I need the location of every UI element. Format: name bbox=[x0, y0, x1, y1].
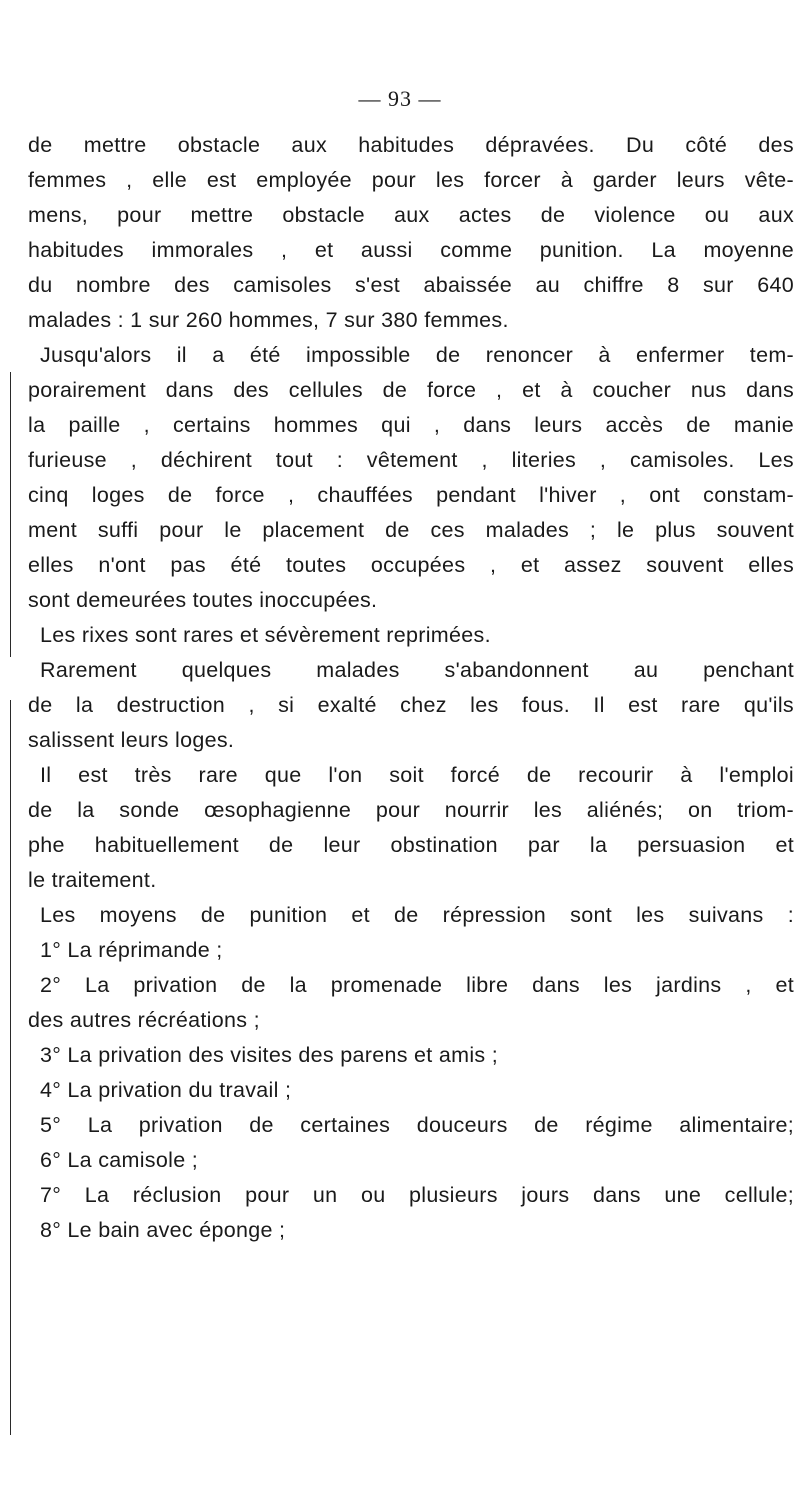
text-line: malades : 1 sur 260 hommes, 7 sur 380 femmes. bbox=[28, 308, 509, 332]
text-line: Jusqu'alors il a été impossible de renoncer à enfermer tem- bbox=[40, 343, 794, 367]
text-line: Rarement quelques malades s'abandonnent au penchant bbox=[40, 658, 794, 682]
text-line: mens, pour mettre obstacle aux actes de violence ou aux bbox=[28, 203, 794, 227]
text-line: ment suffi pour le placement de ces malades ; le plus souvent bbox=[28, 518, 794, 542]
text-line: de la sonde œsophagienne pour nourrir les aliénés; on triom- bbox=[28, 798, 794, 822]
text-line: du nombre des camisoles s'est abaissée au chiffre 8 sur 640 bbox=[28, 273, 794, 297]
text-line: furieuse , déchirent tout : vêtement , literies , camisoles. Les bbox=[28, 448, 794, 472]
text-line: femmes , elle est employée pour les forcer à garder leurs vête- bbox=[28, 168, 794, 192]
text-line: de mettre obstacle aux habitudes dépravées. Du côté des bbox=[28, 133, 794, 157]
list-item: 6° La camisole ; bbox=[40, 1148, 198, 1172]
margin-rule-top bbox=[10, 372, 11, 657]
text-line: sont demeurées toutes inoccupées. bbox=[28, 588, 378, 612]
text-line: le traitement. bbox=[28, 868, 157, 892]
list-item: 8° Le bain avec éponge ; bbox=[40, 1218, 286, 1242]
list-item: 4° La privation du travail ; bbox=[40, 1078, 292, 1102]
page-number: — 93 — bbox=[358, 86, 442, 111]
text-line: de la destruction , si exalté chez les fous. Il est rare qu'ils bbox=[28, 693, 794, 717]
text-line: des autres récréations ; bbox=[28, 1008, 260, 1032]
text-line: porairement dans des cellules de force , et à coucher nus dans bbox=[28, 378, 794, 402]
list-item: 5° La privation de certaines douceurs de régime alimentaire; bbox=[40, 1113, 794, 1137]
text-line: Il est très rare que l'on soit forcé de recourir à l'emploi bbox=[40, 763, 794, 787]
text-line: la paille , certains hommes qui , dans leurs accès de manie bbox=[28, 413, 794, 437]
list-item: 2° La privation de la promenade libre dans les jardins , et bbox=[40, 973, 794, 997]
page-text bbox=[28, 128, 794, 1248]
text-line: Les moyens de punition et de répression sont les suivans : bbox=[40, 903, 794, 927]
text-line: phe habituellement de leur obstination par la persuasion et bbox=[28, 833, 794, 857]
text-line: Les rixes sont rares et sévèrement reprimées. bbox=[40, 623, 491, 647]
text-line: cinq loges de force , chauffées pendant l'hiver , ont constam- bbox=[28, 483, 794, 507]
list-item: 3° La privation des visites des parens et amis ; bbox=[40, 1043, 498, 1067]
list-item: 1° La réprimande ; bbox=[40, 938, 223, 962]
text-line: habitudes immorales , et aussi comme punition. La moyenne bbox=[28, 238, 794, 262]
text-line: salissent leurs loges. bbox=[28, 728, 235, 752]
text-line: elles n'ont pas été toutes occupées , et assez souvent elles bbox=[28, 553, 794, 577]
list-item: 7° La réclusion pour un ou plusieurs jours dans une cellule; bbox=[40, 1183, 794, 1207]
margin-rule-bottom bbox=[10, 700, 11, 1435]
